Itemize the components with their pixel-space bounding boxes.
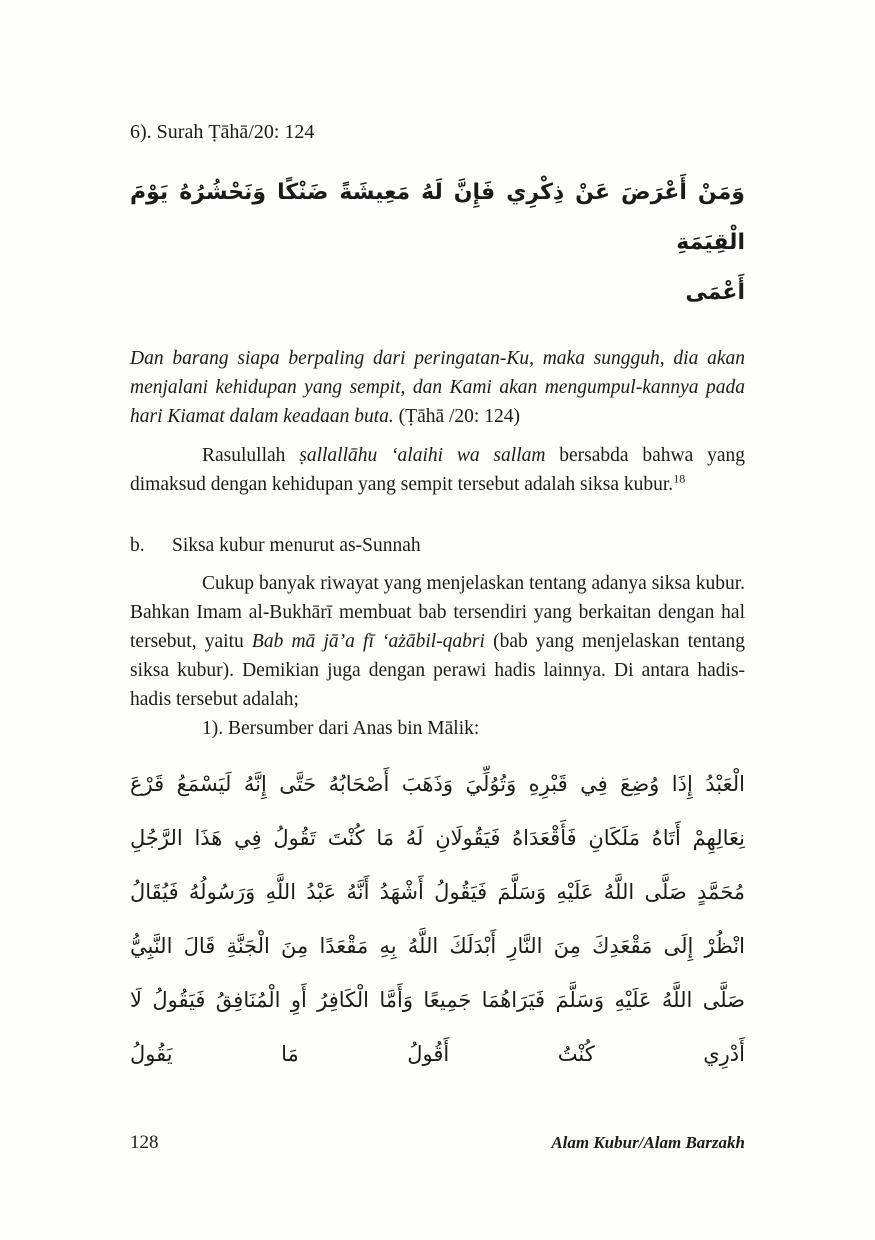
page-footer — [130, 1132, 745, 1154]
quran-verse — [130, 168, 745, 318]
section-heading-b — [130, 531, 745, 560]
quran-verse-line-1: وَمَنْ أَعْرَضَ عَنْ ذِكْرِي فَإِنَّ لَهُ مَعِيشَةً ضَنْكًا وَنَحْشُرُهُ يَوْمَ الْقِيَمَةِ — [130, 180, 745, 255]
paragraph-text: bersabda bahwa yang dimaksud dengan kehidupan yang sempit tersebut adalah siksa kubur. — [130, 445, 745, 495]
page-number: 128 — [130, 1132, 159, 1153]
hadith-source-heading: 1). Bersumber dari Anas bin Mālik: — [202, 718, 480, 739]
section-label: b. — [130, 535, 145, 556]
paragraph-rasulullah — [130, 441, 745, 499]
salawat-phrase: ṣallallāhu ‘alaihi wa sallam — [299, 445, 546, 466]
paragraph-cukup — [130, 569, 745, 714]
footnote-reference: 18 — [673, 471, 686, 486]
translation-reference: (Ṭāhā /20: 124) — [393, 406, 520, 427]
running-title: Alam Kubur/Alam Barzakh — [551, 1133, 745, 1152]
section-title: Siksa kubur menurut as-Sunnah — [172, 535, 421, 556]
paragraph-text: Cukup banyak riwayat yang menjelaskan tentang adanya siksa kubur. Bahkan Imam al-Bukhārī membuat bab tersendiri yang berkaitan dengan hal tersebut, yaitu — [130, 573, 745, 652]
verse-translation — [130, 344, 745, 431]
hadith-arabic-text: الْعَبْدُ إِذَا وُضِعَ فِي قَبْرِهِ وَتُوُلِّيَ وَذَهَبَ أَصْحَابُهُ حَتَّى إِنَّهُ لَيَسْمَعُ قَرْعَ نِعَالِهِمْ أَتَاهُ مَلَكَانِ فَأَقْعَدَاهُ فَيَقُولَانِ لَهُ مَا كُنْتَ تَقُولُ فِي هَذَا الرَّجُلِ مُحَمَّدٍ صَلَّى اللَّهُ عَلَيْهِ وَسَلَّمَ فَيَقُولُ أَشْهَدُ أَنَّهُ عَبْدُ اللَّهِ وَرَسُولُهُ فَيُقَالُ انْظُرْ إِلَى مَقْعَدِكَ مِنَ النَّارِ أَبْدَلَكَ اللَّهُ بِهِ مَقْعَدًا مِنَ الْجَنَّةِ قَالَ النَّبِيُّ صَلَّى اللَّهُ عَلَيْهِ وَسَلَّمَ فَيَرَاهُمَا جَمِيعًا وَأَمَّا الْكَافِرُ أَوِ الْمُنَافِقُ فَيَقُولُ لَا أَدْرِي كُنْتُ أَقُولُ مَا يَقُولُ — [130, 772, 745, 1066]
surah-heading: 6). Surah Ṭāhā/20: 124 — [130, 121, 315, 143]
paragraph-text: Rasulullah — [202, 445, 300, 466]
bab-title-phrase: Bab mā jā’a fī ‘ażābil-qabri — [251, 631, 485, 652]
quran-verse-line-2: أَعْمَى — [685, 280, 745, 305]
translation-text: Dan barang siapa berpaling dari peringatan-Ku, maka sungguh, dia akan menjalani kehidupan yang sempit, dan Kami akan mengumpul-kannya pada hari Kiamat dalam keadaan buta. — [130, 348, 745, 427]
paragraph-text: (bab yang menjelaskan tentang siksa kubur). Demikian juga dengan perawi hadis lainnya. Di antara hadis-hadis tersebut adalah; — [130, 631, 745, 710]
